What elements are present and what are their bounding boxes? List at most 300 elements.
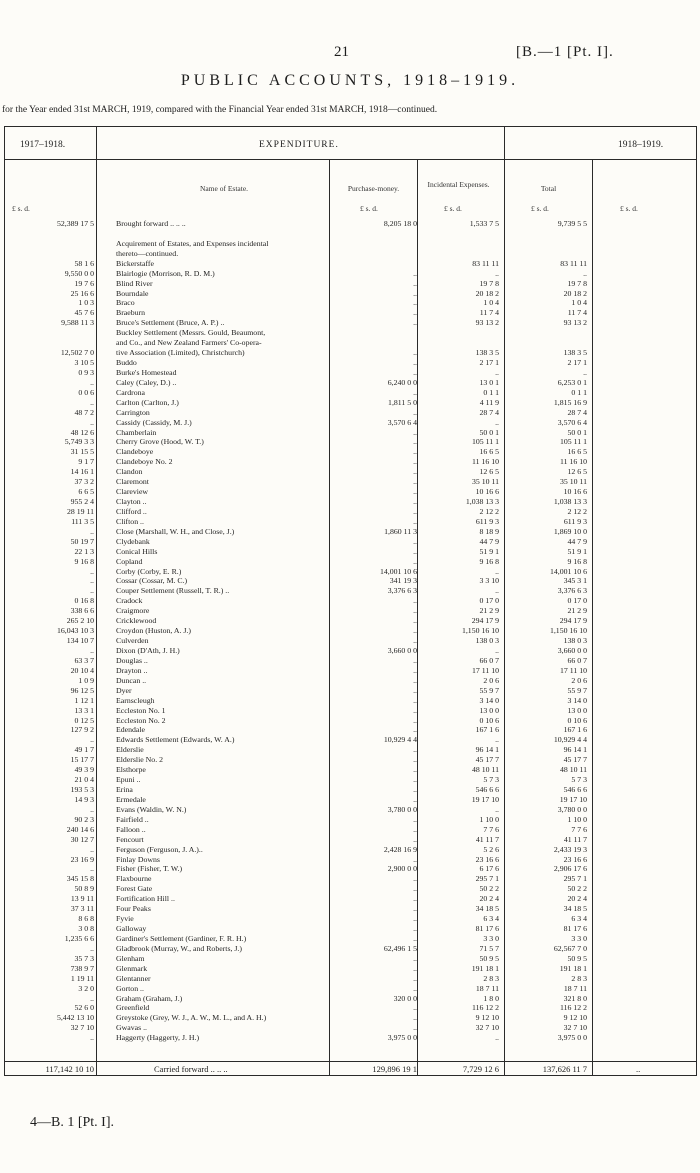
- total-amount: 51 9 1: [567, 546, 587, 556]
- estate-name: and Co., and New Zealand Farmers' Co-opera-: [116, 339, 262, 348]
- incidental-expenses: 17 11 10: [472, 665, 499, 675]
- total-amount: 3,975 0 0: [557, 1033, 587, 1043]
- purchase-money: 3,780 0 0: [387, 804, 417, 814]
- purchase-money: ..: [413, 775, 417, 785]
- estate-name: Eccleston No. 2: [116, 716, 166, 725]
- incidental-expenses: 50 9 5: [479, 953, 499, 963]
- total-amount: 7 7 6: [571, 824, 587, 834]
- prev-year-amount: ..: [90, 993, 94, 1003]
- prev-year-amount: 45 7 6: [74, 308, 94, 318]
- purchase-money: ..: [413, 288, 417, 298]
- ledger-row: [4, 319, 697, 327]
- purchase-money: 8,205 18 0: [383, 219, 417, 228]
- estate-name: Acquirement of Estates, and Expenses incidental: [116, 239, 269, 248]
- purchase-money: ..: [413, 705, 417, 715]
- estate-name: Fencourt: [116, 835, 144, 844]
- purchase-money: ..: [413, 675, 417, 685]
- estate-name: Bruce's Settlement (Bruce, A. P.) ..: [116, 319, 225, 328]
- purchase-money: ..: [413, 546, 417, 556]
- prev-year-amount: 48 12 6: [70, 427, 94, 437]
- incidental-expenses: 138 0 3: [475, 636, 499, 646]
- total-amount: 14,001 10 6: [549, 566, 587, 576]
- total-amount: 6 3 4: [571, 914, 587, 924]
- purchase-money: ..: [413, 824, 417, 834]
- total-amount: 66 0 7: [567, 655, 587, 665]
- estate-name: Dixon (D'Ath, J. H.): [116, 646, 180, 655]
- total-amount: 44 7 9: [567, 536, 587, 546]
- estate-name: Falloon ..: [116, 825, 146, 834]
- col-purchase-header: Purchase-money.: [347, 184, 400, 193]
- prev-year-amount: 23 16 9: [70, 854, 94, 864]
- estate-name: Ferguson (Ferguson, J. A.)..: [116, 845, 203, 854]
- incidental-expenses: 6 3 4: [483, 914, 499, 924]
- lsd-heading: £ s. d.: [444, 204, 462, 213]
- estate-name: Fortification Hill ..: [116, 895, 175, 904]
- total-amount: 295 7 1: [563, 874, 587, 884]
- prev-year-amount: 25 16 6: [70, 288, 94, 298]
- incidental-expenses: 4 11 9: [479, 397, 499, 407]
- ledger-row: [4, 697, 697, 705]
- total-amount: 321 8 0: [563, 993, 587, 1003]
- incidental-expenses: 1 8 0: [483, 993, 499, 1003]
- page-title: PUBLIC ACCOUNTS, 1918–1919.: [180, 72, 520, 89]
- purchase-money: ..: [413, 854, 417, 864]
- total-amount: 3,376 6 3: [557, 586, 587, 596]
- total-amount: 35 10 11: [560, 477, 587, 487]
- total-amount: 2 17 1: [567, 358, 587, 368]
- estate-name: Cassidy (Cassidy, M. J.): [116, 418, 192, 427]
- carried-label: Carried forward .. .. ..: [154, 1065, 228, 1073]
- purchase-money: ..: [413, 695, 417, 705]
- carried-divider: [4, 1061, 697, 1062]
- ledger-row: [4, 299, 697, 307]
- estate-name: Gardiner's Settlement (Gardiner, F. R. H.): [116, 934, 247, 943]
- ledger-row: [4, 607, 697, 615]
- incidental-expenses: 13 0 1: [479, 377, 499, 387]
- prev-year-amount: 9 16 8: [74, 556, 94, 566]
- estate-name: Glenham: [116, 954, 145, 963]
- incidental-expenses: 138 3 5: [475, 348, 499, 358]
- prev-year-amount: 9,550 0 0: [64, 268, 94, 278]
- purchase-money: ..: [413, 407, 417, 417]
- purchase-money: ..: [413, 596, 417, 606]
- lsd-heading: £ s. d.: [360, 204, 378, 213]
- purchase-money: 341 19 3: [389, 576, 417, 586]
- expenditure-ledger: [4, 126, 697, 1076]
- incidental-expenses: 0 10 6: [479, 715, 499, 725]
- ledger-row: [4, 746, 697, 754]
- total-amount: 1,038 13 3: [553, 497, 587, 507]
- incidental-expenses: 41 11 7: [475, 834, 499, 844]
- estate-name: Douglas ..: [116, 656, 148, 665]
- estate-name: Gorton ..: [116, 984, 144, 993]
- prev-year-amount: 0 9 3: [78, 367, 94, 377]
- incidental-expenses: 191 18 1: [471, 963, 499, 973]
- incidental-expenses: 3 14 0: [479, 695, 499, 705]
- incidental-expenses: 1,533 7 5: [469, 219, 499, 228]
- ledger-top-rule: [4, 126, 697, 127]
- total-amount: 9 12 10: [563, 1013, 587, 1023]
- ledger-row: [4, 995, 697, 1003]
- purchase-money: ..: [413, 437, 417, 447]
- purchase-money: ..: [413, 318, 417, 328]
- year-prev-header: 1917–1918.: [20, 140, 66, 150]
- estate-name: Clayton ..: [116, 498, 147, 507]
- total-amount: 345 3 1: [563, 576, 587, 586]
- prev-year-amount: ..: [90, 566, 94, 576]
- purchase-money: 6,240 0 0: [387, 377, 417, 387]
- incidental-expenses: ..: [495, 367, 499, 377]
- lsd-heading: £ s. d.: [531, 204, 549, 213]
- total-amount: 2,433 19 3: [553, 844, 587, 854]
- total-amount: 11 7 4: [567, 308, 587, 318]
- purchase-money: ..: [413, 894, 417, 904]
- ledger-row: [4, 329, 697, 337]
- prev-year-amount: 14 16 1: [70, 467, 94, 477]
- prev-year-amount: 31 15 5: [70, 447, 94, 457]
- estate-name: Carlton (Carlton, J.): [116, 398, 179, 407]
- purchase-money: ..: [413, 487, 417, 497]
- purchase-money: ..: [413, 506, 417, 516]
- estate-name: Cradock: [116, 597, 143, 606]
- ledger-row: [4, 448, 697, 456]
- prev-year-amount: 9 1 7: [78, 457, 94, 467]
- estate-name: Clandon: [116, 468, 143, 477]
- incidental-expenses: 83 11 11: [472, 258, 499, 268]
- total-amount: 62,567 7 0: [553, 943, 587, 953]
- ledger-row: [4, 538, 697, 546]
- total-amount: 96 14 1: [563, 745, 587, 755]
- incidental-expenses: 6 17 6: [479, 864, 499, 874]
- estate-name: Bourndale: [116, 289, 149, 298]
- prev-year-amount: 22 1 3: [74, 546, 94, 556]
- estate-name: Finlay Downs: [116, 855, 160, 864]
- incidental-expenses: 1,150 16 10: [461, 626, 499, 636]
- total-amount: 138 3 5: [563, 348, 587, 358]
- total-amount: 21 2 9: [567, 606, 587, 616]
- estate-name: Erina: [116, 786, 133, 794]
- ledger-row: [4, 240, 697, 248]
- estate-name: Chamberlain: [116, 428, 157, 437]
- estate-name: Edwards Settlement (Edwards, W. A.): [116, 736, 235, 745]
- ledger-row: [4, 865, 697, 873]
- incidental-expenses: 34 18 5: [475, 904, 499, 914]
- purchase-money: ..: [413, 953, 417, 963]
- purchase-money: ..: [413, 665, 417, 675]
- purchase-money: ..: [413, 278, 417, 288]
- incidental-expenses: 295 7 1: [475, 874, 499, 884]
- purchase-money: ..: [413, 924, 417, 934]
- estate-name: Clandeboye No. 2: [116, 458, 173, 467]
- ledger-row: [4, 1004, 697, 1012]
- incidental-expenses: 3 3 10: [479, 576, 499, 586]
- purchase-money: ..: [413, 348, 417, 358]
- estate-name: Braeburn: [116, 309, 146, 318]
- incidental-expenses: 167 1 6: [475, 725, 499, 735]
- total-amount: 20 18 2: [563, 288, 587, 298]
- total-amount: 3 14 0: [567, 695, 587, 705]
- total-amount: 3 3 0: [571, 933, 587, 943]
- estate-name: Haggerty (Haggerty, J. H.): [116, 1034, 200, 1043]
- prev-year-amount: 1 0 3: [78, 298, 94, 308]
- ledger-row: [4, 488, 697, 496]
- purchase-money: ..: [413, 358, 417, 368]
- total-amount: 2 12 2: [567, 506, 587, 516]
- prev-year-amount: 5,749 3 3: [64, 437, 94, 447]
- purchase-money: ..: [413, 387, 417, 397]
- prev-year-amount: 19 7 6: [74, 278, 94, 288]
- total-amount: 32 7 10: [563, 1023, 587, 1033]
- prev-year-amount: 16,043 10 3: [56, 626, 94, 636]
- ledger-row: [4, 1024, 697, 1032]
- estate-name: Conical Hills: [116, 547, 158, 556]
- prev-year-amount: 5,442 13 10: [56, 1013, 94, 1023]
- prev-year-amount: 3 2 0: [78, 983, 94, 993]
- incidental-expenses: 546 6 6: [475, 785, 499, 794]
- estate-name: Elderslie No. 2: [116, 756, 163, 765]
- purchase-money: 1,860 11 3: [384, 526, 417, 536]
- purchase-money: 3,376 6 3: [387, 586, 417, 596]
- prev-year-amount: 955 2 4: [70, 497, 94, 507]
- ledger-row: [4, 1034, 697, 1042]
- purchase-money: ..: [413, 914, 417, 924]
- prev-year-amount: 9,588 11 3: [61, 318, 94, 328]
- ledger-row: [4, 528, 697, 536]
- ledger-bottom-rule: [4, 1075, 697, 1076]
- purchase-money: ..: [413, 904, 417, 914]
- incidental-expenses: 20 18 2: [475, 288, 499, 298]
- incidental-expenses: 16 6 5: [479, 447, 499, 457]
- total-amount: 9 16 8: [567, 556, 587, 566]
- ledger-row: [4, 776, 697, 784]
- ledger-row: [4, 836, 697, 844]
- ledger-row: [4, 657, 697, 665]
- ledger-row: [4, 558, 697, 566]
- estate-name: Four Peaks: [116, 905, 151, 914]
- incidental-expenses: 18 7 11: [475, 983, 499, 993]
- ledger-row: [4, 816, 697, 824]
- incidental-expenses: ..: [495, 645, 499, 655]
- estate-name: Clifton ..: [116, 517, 144, 526]
- purchase-money: 1,811 5 0: [388, 397, 417, 407]
- purchase-money: ..: [413, 973, 417, 983]
- estate-name: Culverden: [116, 637, 149, 646]
- incidental-expenses: 116 12 2: [472, 1003, 499, 1013]
- purchase-money: ..: [413, 626, 417, 636]
- carried-total: 137,626 11 7: [542, 1064, 587, 1074]
- incidental-expenses: ..: [495, 566, 499, 576]
- total-amount: ..: [583, 268, 587, 278]
- prev-year-amount: 240 14 6: [66, 824, 94, 834]
- incidental-expenses: 19 7 8: [479, 278, 499, 288]
- incidental-expenses: ..: [495, 586, 499, 596]
- purchase-money: ..: [413, 963, 417, 973]
- estate-name: tive Association (Limited), Christchurch): [116, 349, 245, 358]
- incidental-expenses: 1 10 0: [479, 814, 499, 824]
- incidental-expenses: 105 11 1: [472, 437, 499, 447]
- prev-year-amount: 37 3 2: [74, 477, 94, 487]
- prev-year-amount: ..: [90, 377, 94, 387]
- total-amount: 93 13 2: [563, 318, 587, 328]
- header-divider: [4, 159, 697, 160]
- col-total-header: Total: [540, 184, 557, 193]
- estate-name: Forest Gate: [116, 885, 153, 894]
- prev-year-amount: 15 17 7: [70, 755, 94, 765]
- estate-name: Elderslie: [116, 746, 144, 755]
- carried-prev-total: 117,142 10 10: [45, 1064, 94, 1074]
- ledger-row: [4, 846, 697, 854]
- estate-name: Corby (Corby, E. R.): [116, 567, 182, 576]
- ledger-row: [4, 280, 697, 288]
- purchase-money: 320 0 0: [393, 993, 417, 1003]
- prev-year-amount: 32 7 10: [70, 1023, 94, 1033]
- prev-year-amount: ..: [90, 844, 94, 854]
- total-amount: 1,869 10 0: [553, 526, 587, 536]
- ledger-row: [4, 290, 697, 298]
- estate-name: Blind River: [116, 279, 153, 288]
- incidental-expenses: ..: [495, 1033, 499, 1043]
- ledger-row: [4, 339, 697, 347]
- ledger-row: [4, 349, 697, 357]
- incidental-expenses: 10 16 6: [475, 487, 499, 497]
- incidental-expenses: ..: [495, 735, 499, 745]
- prev-year-amount: 0 12 5: [74, 715, 94, 725]
- ledger-row: [4, 518, 697, 526]
- purchase-money: ..: [413, 636, 417, 646]
- ledger-row: [4, 637, 697, 645]
- estate-name: Couper Settlement (Russell, T. R.) ..: [116, 587, 230, 596]
- total-amount: 81 17 6: [563, 924, 587, 934]
- total-amount: 138 0 3: [563, 636, 587, 646]
- ledger-row: [4, 597, 697, 605]
- purchase-money: ..: [413, 1013, 417, 1023]
- purchase-money: ..: [413, 606, 417, 616]
- incidental-expenses: 81 17 6: [475, 924, 499, 934]
- total-amount: 9,739 5 5: [557, 219, 587, 228]
- purchase-money: ..: [413, 755, 417, 765]
- incidental-expenses: 12 6 5: [479, 467, 499, 477]
- total-amount: 17 11 10: [560, 665, 587, 675]
- total-amount: 3,570 6 4: [557, 417, 587, 427]
- estate-name: Eccleston No. 1: [116, 706, 166, 715]
- prev-year-amount: ..: [90, 417, 94, 427]
- total-amount: 50 0 1: [567, 427, 587, 437]
- incidental-expenses: 2 12 2: [479, 506, 499, 516]
- ledger-row: [4, 687, 697, 695]
- total-amount: 50 2 2: [567, 884, 587, 894]
- ledger-row: [4, 399, 697, 407]
- estate-name: Dyer: [116, 686, 132, 695]
- incidental-expenses: 44 7 9: [479, 536, 499, 546]
- document-reference: [B.—1 [Pt. I].: [516, 44, 614, 60]
- total-amount: 6,253 0 1: [557, 377, 587, 387]
- total-amount: 546 6 6: [563, 785, 587, 794]
- prev-year-amount: ..: [90, 864, 94, 874]
- purchase-money: ..: [413, 685, 417, 695]
- total-amount: 3,780 0 0: [557, 804, 587, 814]
- purchase-money: ..: [413, 556, 417, 566]
- ledger-row: [4, 875, 697, 883]
- purchase-money: 3,660 0 0: [387, 645, 417, 655]
- estate-name: Greenfield: [116, 1004, 150, 1013]
- carried-incidental-total: 7,729 12 6: [462, 1064, 499, 1074]
- ledger-row: [4, 419, 697, 427]
- purchase-money: 10,929 4 4: [383, 735, 417, 745]
- ledger-row: [4, 915, 697, 923]
- total-amount: 1,150 16 10: [549, 626, 587, 636]
- prev-year-amount: 37 3 11: [70, 904, 94, 914]
- estate-name: thereto—continued.: [116, 249, 179, 258]
- prev-year-amount: 96 12 5: [70, 685, 94, 695]
- prev-year-amount: 3 0 8: [78, 924, 94, 934]
- total-amount: 3,660 0 0: [557, 645, 587, 655]
- estate-name: Clydebank: [116, 537, 150, 546]
- estate-name: Clareview: [116, 488, 149, 497]
- total-amount: 41 11 7: [563, 834, 587, 844]
- prev-year-amount: 13 3 1: [74, 705, 94, 715]
- incidental-expenses: 1,038 13 3: [465, 497, 499, 507]
- estate-name: Gladbrook (Murray, W., and Roberts, J.): [116, 944, 242, 953]
- estate-name: Craigmore: [116, 607, 150, 616]
- purchase-money: ..: [413, 874, 417, 884]
- lsd-heading: £ s. d.: [12, 204, 30, 213]
- ledger-row: [4, 458, 697, 466]
- ledger-row: [4, 250, 697, 258]
- estate-name: Blairlogie (Morrison, R. D. M.): [116, 269, 215, 278]
- incidental-expenses: ..: [495, 417, 499, 427]
- prev-year-amount: 1 19 11: [70, 973, 94, 983]
- incidental-expenses: 96 14 1: [475, 745, 499, 755]
- incidental-expenses: 7 7 6: [483, 824, 499, 834]
- purchase-money: ..: [413, 785, 417, 794]
- total-amount: 10 16 6: [563, 487, 587, 497]
- prev-year-amount: 63 3 7: [74, 655, 94, 665]
- col-incidental-header: Incidental Expenses.: [427, 180, 490, 189]
- incidental-expenses: 11 7 4: [479, 308, 499, 318]
- ledger-row: [4, 508, 697, 516]
- purchase-money: ..: [413, 427, 417, 437]
- ledger-row: [4, 885, 697, 893]
- prev-year-amount: 58 1 6: [74, 258, 94, 268]
- prev-year-amount: ..: [90, 526, 94, 536]
- estate-name: Elsthorpe: [116, 766, 146, 775]
- incidental-expenses: 1 0 4: [483, 298, 499, 308]
- ledger-row: [4, 220, 697, 228]
- total-amount: 116 12 2: [560, 1003, 587, 1013]
- incidental-expenses: 0 17 0: [479, 596, 499, 606]
- total-amount: 34 18 5: [563, 904, 587, 914]
- prev-year-amount: 52 6 0: [74, 1003, 94, 1013]
- prev-year-amount: 193 5 3: [70, 785, 94, 794]
- ledger-row: [4, 707, 697, 715]
- prev-year-amount: 90 2 3: [74, 814, 94, 824]
- incidental-expenses: 9 16 8: [479, 556, 499, 566]
- incidental-expenses: 20 2 4: [479, 894, 499, 904]
- purchase-money: ..: [413, 1023, 417, 1033]
- prev-year-amount: 338 6 6: [70, 606, 94, 616]
- estate-name: Buckley Settlement (Messrs. Gould, Beaumont,: [116, 329, 266, 338]
- prev-year-amount: 52,389 17 5: [56, 219, 94, 228]
- carried-purchase-total: 129,896 19 1: [372, 1064, 417, 1074]
- year-curr-header: 1918–1919.: [618, 140, 664, 150]
- incidental-expenses: 50 2 2: [479, 884, 499, 894]
- total-amount: 5 7 3: [571, 775, 587, 785]
- prev-year-amount: 738 9 7: [70, 963, 94, 973]
- total-amount: 48 10 11: [560, 765, 587, 775]
- estate-name: Gwavas ..: [116, 1024, 147, 1033]
- prev-year-amount: 35 7 3: [74, 953, 94, 963]
- ledger-row: [4, 975, 697, 983]
